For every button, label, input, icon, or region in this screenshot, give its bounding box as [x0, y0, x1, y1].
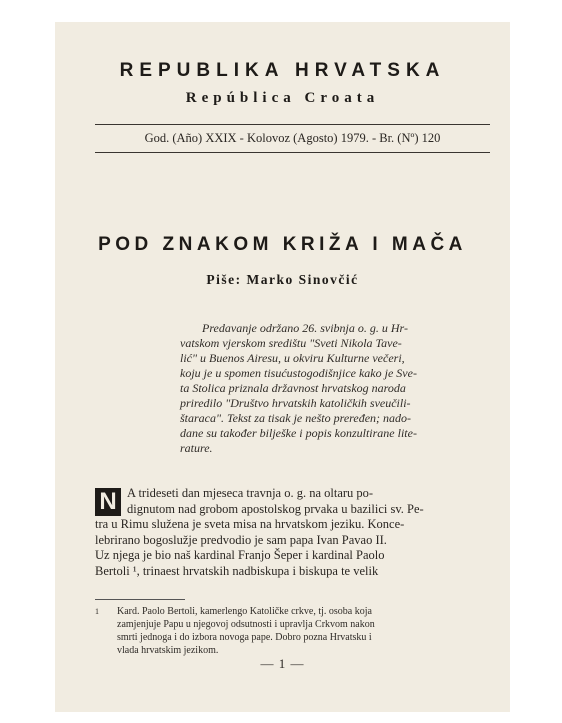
body-line: Uz njega je bio naš kardinal Franjo Šeper i kardinal Paolo: [95, 548, 385, 562]
page-number: — 1 —: [260, 656, 305, 671]
body-paragraph: [95, 486, 482, 579]
article-title: POD ZNAKOM KRIŽA I MAČA: [98, 234, 467, 255]
article-byline: Piše: Marko Sinovčić: [206, 272, 359, 287]
intro-paragraph: [180, 321, 482, 456]
intro-line: Predavanje održano 26. svibnja o. g. u Hr-: [202, 321, 408, 335]
drop-cap: N: [95, 488, 121, 516]
body-line: lebrirano bogoslužje predvodio je sam papa Ivan Pavao II.: [95, 532, 387, 547]
body-line: A trideseti dan mjeseca travnja o. g. na oltaru po-: [127, 486, 374, 500]
masthead-subtitle: República Croata: [185, 90, 380, 106]
footnote-rule: [95, 599, 185, 600]
footnote-line: zamjenjuje Papu u njegovoj odsutnosti i upravlja Crkvom nakon: [117, 619, 375, 630]
intro-line: ta Stolica priznala državnost hrvatskog naroda: [180, 381, 406, 395]
document-page: [55, 22, 510, 712]
footnote-line: Kard. Paolo Bertoli, kamerlengo Katoličke crkve, tj. osoba koja: [117, 606, 372, 617]
footnote-line: vlada hrvatskim jezikom.: [117, 645, 219, 656]
intro-line: koju je u spomen tisućustogodišnjice kako je Sve-: [180, 366, 417, 380]
issue-line: God. (Año) XXIX - Kolovoz (Agosto) 1979. - Br. (Nº) 120: [144, 131, 441, 145]
footnote: [95, 605, 486, 657]
body-line: tra u Rimu služena je sveta misa na hrvatskom jeziku. Konce-: [95, 517, 405, 531]
intro-line: priredilo "Društvo hrvatskih katoličkih sveučili-: [180, 396, 411, 410]
footnote-line: smrti jednoga i do izbora novoga pape. Dobro pozna Hrvatsku i: [117, 632, 372, 643]
header-rule-bottom: [95, 152, 490, 153]
body-line: Bertoli ¹, trinaest hrvatskih nadbiskupa i biskupa te velik: [95, 563, 379, 578]
body-line: dignutom nad grobom apostolskog prvaka u bazilici sv. Pe-: [127, 501, 424, 516]
masthead-title: REPUBLIKA HRVATSKA: [119, 60, 446, 81]
intro-line: dane su također bilješke i popis konzultirane lite-: [180, 426, 417, 440]
intro-line: vatskom vjerskom središtu "Sveti Nikola Tave-: [180, 336, 402, 350]
intro-line: rature.: [180, 441, 213, 455]
footnote-marker: 1: [95, 607, 99, 616]
intro-line: lić" u Buenos Airesu, u okviru Kulturne večeri,: [180, 351, 405, 365]
header-rule-top: [95, 124, 490, 125]
intro-line: štaraca". Tekst za tisak je nešto preređen; nado-: [180, 411, 412, 425]
